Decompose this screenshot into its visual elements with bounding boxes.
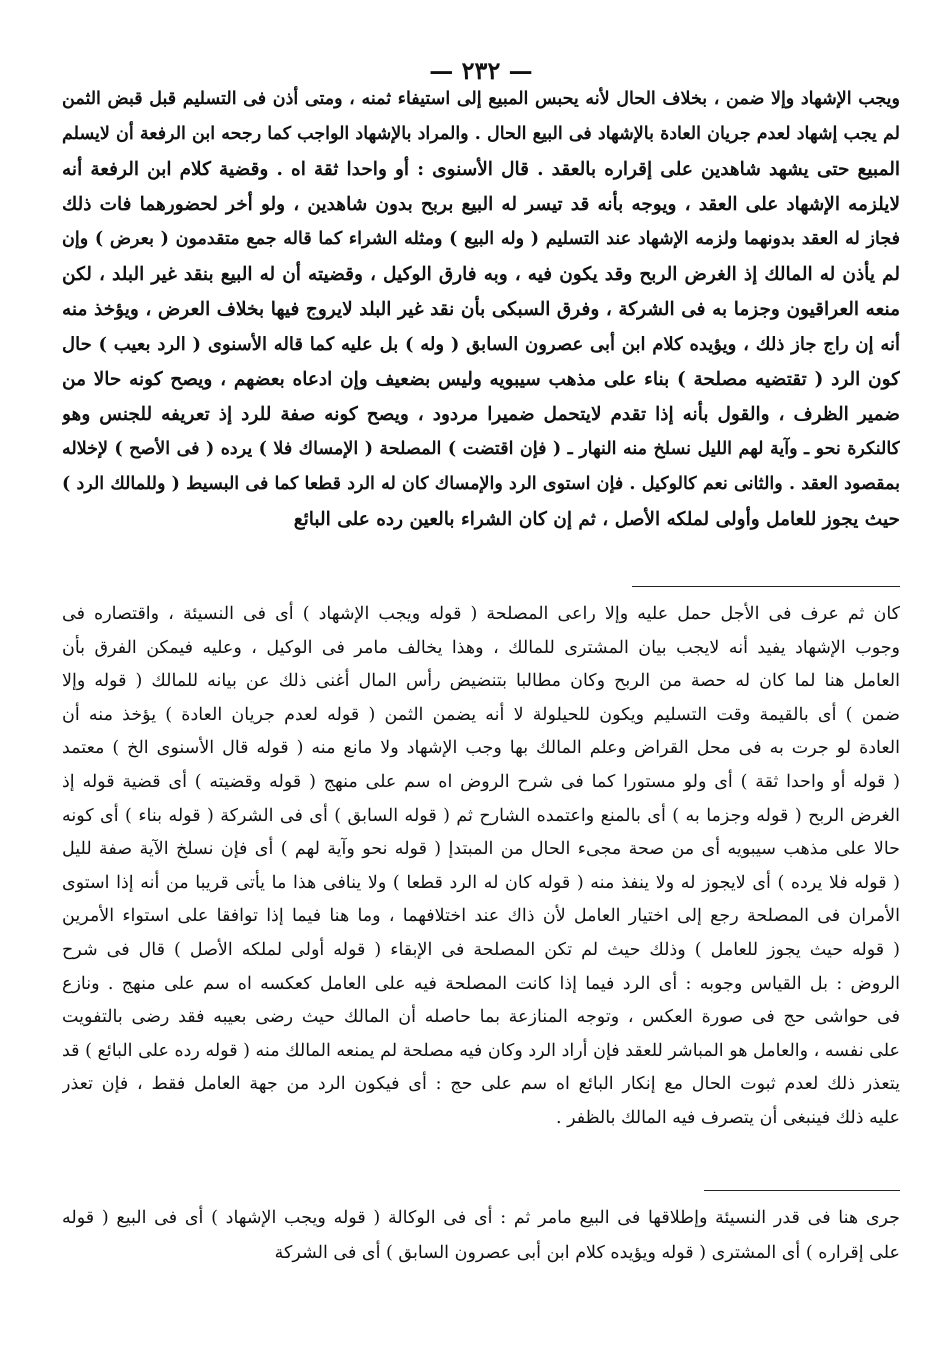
commentary-line: حالا على مذهب سيبويه أى من صحة مجىء الحال من المبتدإ ( قوله نحو وآية لهم ) أى فإن نسلخ الآية صفة لليل — [62, 839, 900, 860]
commentary-line: ضمن ) أى بالقيمة وقت التسليم ويكون للحيلولة لا أنه يضمن الثمن ( قوله لعدم جريان العادة ) يؤخذ منه أن — [62, 704, 900, 725]
page-number: — ٢٣٢ — — [429, 56, 533, 85]
main-text-block — [62, 82, 900, 537]
main-text-line: بمقصود العقد . والثانى نعم كالوكيل . فإن استوى الرد والإمساك كان له الرد قطعا كما فى البسيط ( وللمالك الرد ) — [62, 474, 900, 494]
main-text-line: أنه إن راج جاز ذلك ، ويؤيده كلام ابن أبى عصرون السابق ( وله ) بل عليه كما قاله الأسنوى ( الرد بعيب ) حال — [62, 334, 900, 355]
main-text-line: لم يأذن له المالك إذ الغرض الربح وقد يكون فيه ، وبه فارق الوكيل ، وقضيته أن له البيع بنقد غير البلد ، لكن — [62, 264, 900, 285]
gloss-block — [62, 1201, 900, 1271]
main-text-line: منعه العراقيون وجزما به فى الشركة ، وفرق السبكى بأن نقد غير البلد لايروج فيها بخلاف العرض ، ويؤخذ منه — [62, 299, 900, 320]
commentary-line: ( قوله فلا يرده ) أى لايجوز له ولا ينفذ منه ( قوله كان له الرد قطعا ) ولا ينافى هذا ما يأتى قريبا من أنه إذا استوى — [62, 872, 900, 893]
main-text-line: فجاز له العقد بدونهما ولزمه الإشهاد عند التسليم ( وله البيع ) ومثله الشراء كما قاله جمع متقدمون ( بعرض ) وإن — [62, 229, 900, 249]
commentary-line: على نفسه ، والعامل هو المباشر للعقد فإن أراد الرد وكان فيه مصلحة لم يمنعه المالك منه ( قوله رده على البائع ) قد — [62, 1040, 900, 1061]
gloss-line: على إقراره ) أى المشترى ( قوله ويؤيده كلام ابن أبى عصرون السابق ) أى فى الشركة — [274, 1243, 900, 1263]
commentary-line: الأمران فى المصلحة رجع إلى اختيار العامل لأن ذاك عند اختلافهما ، وما هنا فيما إذا توافقا على استواء الأمرين — [62, 906, 900, 927]
gloss-divider — [704, 1190, 900, 1191]
main-text-line: حيث يجوز للعامل وأولى لملكه الأصل ، ثم إن كان الشراء بالعين رده على البائع — [293, 509, 900, 530]
gloss-line: جرى هنا فى قدر النسيئة وإطلاقها فى البيع مامر ثم : أى فى الوكالة ( قوله ويجب الإشهاد ) أى فى البيع ( قوله — [62, 1208, 900, 1228]
commentary-line: عليه ذلك فينبغى أن يتصرف فيه المالك بالظفر . — [555, 1107, 900, 1128]
commentary-line: كان ثم عرف فى الأجل حمل عليه وإلا راعى المصلحة ( قوله ويجب الإشهاد ) أى فى النسيئة ، واقتصاره فى — [62, 604, 900, 624]
main-text-line: المبيع حتى يشهد شاهدين على إقراره بالعقد . قال الأسنوى : أو واحدا ثقة اه . وقضية كلام ابن الرفعة أنه — [62, 159, 900, 180]
commentary-line: العادة لو جرت به فى محل القراض وعلم المالك بها وجب الإشهاد ولا مانع منه ( قوله قال الأسنوى الخ ) معتمد — [62, 738, 900, 759]
main-text-line: لايلزمه الإشهاد على العقد ، ويوجه بأنه قد تيسر له البيع بربح بدون شاهدين ، ولو أخر لحضورهما فات ذلك — [62, 194, 900, 215]
commentary-line: الروض : بل القياس وجوبه : أى الرد فيما إذا كانت المصلحة فيه على العامل كعكسه اه سم على منهج . ونازع — [62, 973, 900, 994]
main-text-line: كون الرد ( تقتضيه مصلحة ) بناء على مذهب سيبويه وليس بضعيف وإن ادعاه بعضهم ، ويصح كونه حالا من — [62, 369, 900, 390]
main-text-line: ضمير الظرف ، والقول بأنه إذا تقدم لايتحمل ضميرا مردود ، ويصح كونه صفة للرد إذ تعريفه للجنس وهو — [62, 404, 900, 425]
main-text-line: كالنكرة نحو ـ وآية لهم الليل نسلخ منه النهار ـ ( فإن اقتضت ) المصلحة ( الإمساك فلا ) يرده ( فى الأصح ) لإخلاله — [62, 439, 900, 459]
commentary-line: فى حواشى حج فى صورة العكس ، وتوجه المنازعة بما حاصله أن المالك حيث رضى بعيبه فقد رضى بالتفويت — [62, 1007, 900, 1028]
commentary-line: ( قوله أو واحدا ثقة ) أى ولو مستورا كما فى شرح الروض اه سم على منهج ( قوله وقضيته ) أى قضية قوله إذ — [62, 771, 900, 792]
commentary-line: وجوب الإشهاد يفيد أنه لايجب بيان المشترى للمالك ، وهذا يخالف مامر فى الوكيل ، وعليه فيمكن الفرق بأن — [62, 637, 900, 658]
commentary-line: يتعذر ذلك لعدم ثبوت الحال مع إنكار البائع اه سم على حج : أى فيكون الرد من جهة العامل فقط ، فإن تعذر — [62, 1074, 900, 1095]
commentary-block — [62, 598, 900, 1136]
footnote-divider — [632, 586, 900, 587]
main-text-line: ويجب الإشهاد وإلا ضمن ، بخلاف الحال لأنه يحبس المبيع إلى استيفاء ثمنه ، ومتى أذن فى التسليم قبل قبض الثمن — [62, 89, 900, 109]
document-page — [62, 0, 900, 1371]
commentary-line: ( قوله حيث يجوز للعامل ) وذلك حيث لم تكن المصلحة فى الإبقاء ( قوله أولى لملكه الأصل ) قال فى شرح — [62, 939, 900, 960]
commentary-line: العامل هنا لما كان له حصة من الربح وكان مطالبا بتنضيض رأس المال أغنى ذلك عن بيانه للمالك ( قوله وإلا — [62, 671, 900, 692]
main-text-line: لم يجب إشهاد لعدم جريان العادة بالإشهاد فى البيع الحال . والمراد بالإشهاد الواجب كما رجحه ابن الرفعة أن لايسلم — [62, 124, 900, 144]
commentary-line: الغرض الربح ( قوله وجزما به ) أى بالمنع واعتمده الشارح ثم ( قوله السابق ) أى فى الشركة ( قوله بناء ) أى كونه — [62, 805, 900, 826]
